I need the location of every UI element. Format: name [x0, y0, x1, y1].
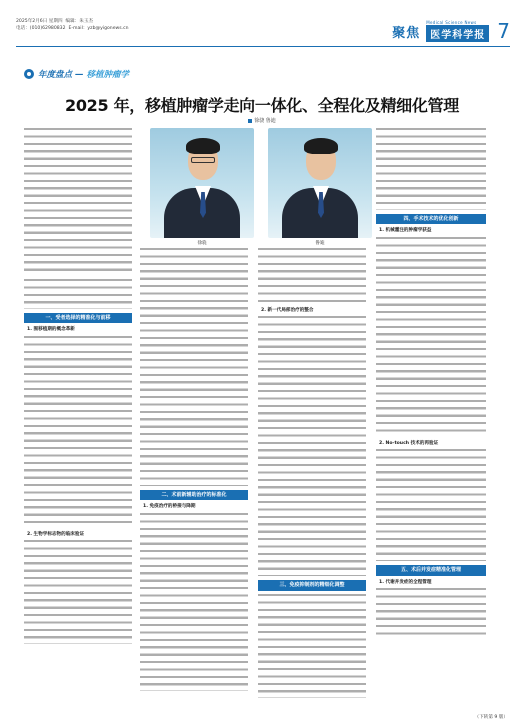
byline-authors: 徐骁 鲁迪 [254, 118, 276, 124]
section-heading: 五、术后并发症精准化管理 [376, 565, 486, 575]
byline-square-icon [248, 119, 252, 123]
section-tag-text: 年度盘点 — 移植肿瘤学 [38, 70, 129, 80]
body-text-block [376, 128, 486, 210]
body-text-block [258, 248, 366, 304]
body-text-block [24, 336, 132, 528]
logo-chinese: 医学科学报 [426, 25, 489, 42]
page-header [16, 18, 510, 52]
body-text-block [140, 248, 248, 486]
body-text-block [140, 513, 248, 691]
logo-english: Medical Science News [426, 20, 477, 25]
article-column-3 [258, 248, 366, 701]
bullet-circle-icon [24, 69, 34, 79]
subsection-heading: 2. 生物学标志物的临床验证 [27, 531, 85, 537]
body-text-block [376, 449, 486, 561]
section-heading: 一、受者选择的精准化与前移 [24, 313, 132, 323]
editor-email: E-mail：yzb@yigonews.cn [68, 26, 129, 31]
section-heading: 三、免疫抑制剂的精细化调整 [258, 580, 366, 590]
section-heading: 二、术前新辅助治疗的标准化 [140, 490, 248, 500]
article-column-4 [376, 128, 486, 643]
section-name: 聚焦 [392, 25, 421, 41]
subsection-heading: 1. 机械灌注的肿瘤学获益 [379, 228, 432, 234]
subsection-heading: 1. 免疫治疗的桥接与降期 [143, 504, 196, 510]
body-text-block [258, 594, 366, 698]
header-rule [16, 46, 510, 47]
issue-date: 2025年2月6日 星期四 [16, 19, 63, 24]
body-text-block [24, 279, 132, 309]
page-number: 7 [497, 19, 510, 43]
body-text-block [24, 128, 132, 276]
subsection-heading: 1. 围移植期的概念革新 [27, 327, 75, 333]
photo-caption-left: 徐骁 [197, 241, 207, 246]
subsection-heading: 2. No-touch 技术的再验证 [379, 440, 439, 446]
author-photo-left [150, 128, 254, 238]
editor-phone: 电话：(010)62980832 [16, 26, 66, 31]
article-title: 2025 年，移植肿瘤学走向一体化、全程化及精细化管理 [64, 96, 459, 115]
body-text-block [24, 540, 132, 644]
photo-caption-right: 鲁迪 [315, 241, 325, 246]
article-column-1 [24, 128, 132, 647]
body-text-block [376, 588, 486, 640]
editor-name: 编辑：朱玉杰 [65, 19, 94, 24]
header-brand [392, 18, 510, 44]
body-text-block [258, 316, 366, 576]
section-heading: 四、手术技术的优化创新 [376, 214, 486, 224]
tag-lead: 年度盘点 [38, 70, 73, 80]
section-tag [24, 68, 129, 80]
header-meta [16, 18, 129, 32]
body-text-block [376, 237, 486, 437]
byline [0, 117, 524, 124]
article-column-2 [140, 248, 248, 694]
newspaper-logo [426, 20, 489, 42]
subsection-heading: 1. 代谢并发症的全程管理 [379, 579, 432, 585]
author-photo-right [268, 128, 372, 238]
tag-sub: 移植肿瘤学 [86, 70, 129, 80]
subsection-heading: 2. 新一代局部治疗的整合 [261, 308, 314, 313]
continued-note: （下转第 9 版） [474, 715, 508, 720]
